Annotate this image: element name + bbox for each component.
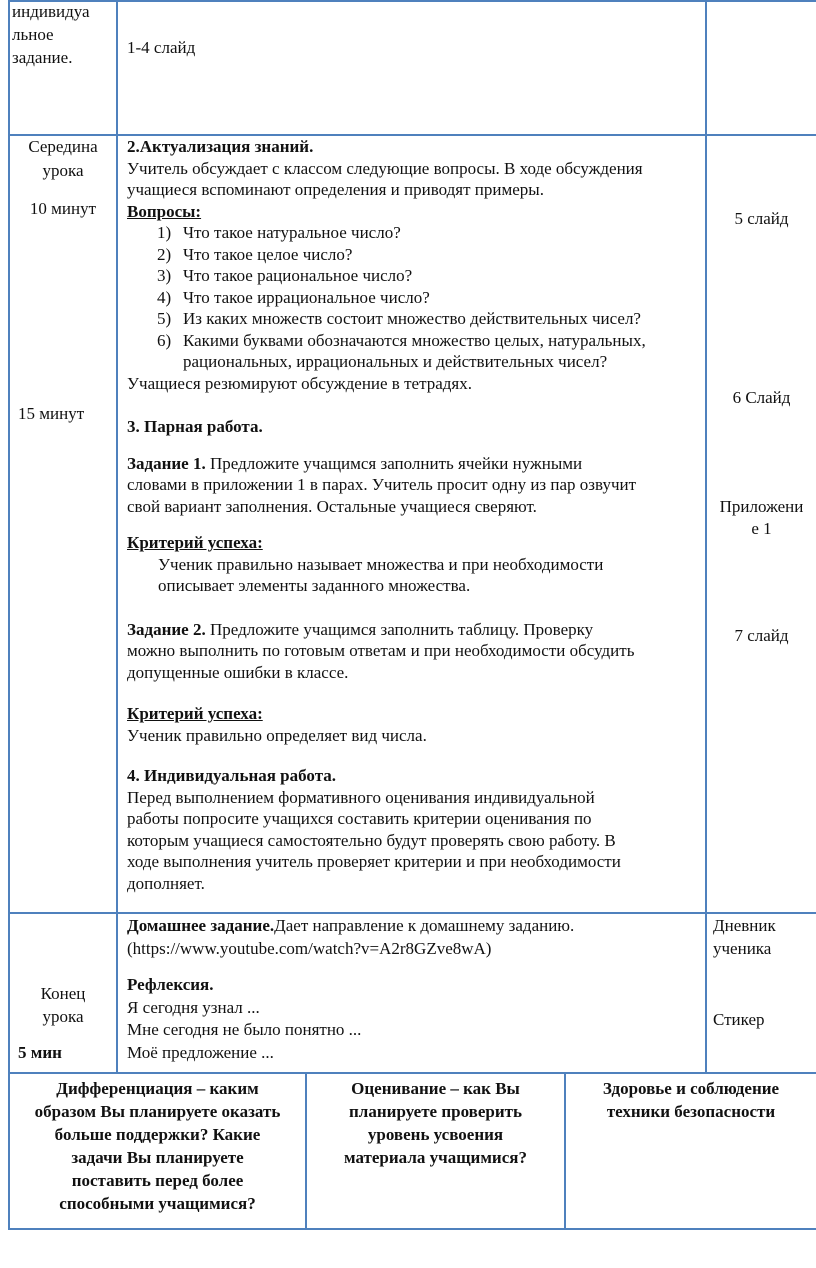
question-item bbox=[127, 330, 702, 352]
slide-ref: 7 слайд bbox=[734, 626, 789, 645]
header-line: техники безопасности bbox=[606, 1102, 776, 1121]
stage-label bbox=[10, 136, 116, 182]
homework bbox=[127, 914, 574, 960]
homework-link[interactable]: (https://www.youtube.com/watch?v=A2r8GZve8wA) bbox=[127, 939, 492, 958]
reflection-line: Моё предложение ... bbox=[127, 1043, 274, 1063]
question-text: Из каких множеств состоит множество действительных чисел? bbox=[183, 309, 641, 328]
diary-line: Дневник bbox=[713, 916, 776, 935]
slide-ref: 5 слайд bbox=[734, 209, 789, 228]
paragraph: допущенные ошибки в классе. bbox=[127, 662, 349, 682]
table-border bbox=[8, 1228, 816, 1230]
paragraph: Ученик правильно определяет вид числа. bbox=[127, 725, 427, 745]
stage-line: урока bbox=[42, 1007, 84, 1026]
section-title: 4. Индивидуальная работа. bbox=[127, 766, 336, 785]
question-item bbox=[127, 287, 702, 309]
paragraph: описывает элементы заданного множества. bbox=[158, 576, 471, 595]
header-line: больше поддержки? Какие bbox=[54, 1125, 261, 1144]
question-item bbox=[127, 244, 702, 266]
stage-line: Середина bbox=[28, 137, 98, 156]
time-label: 10 минут bbox=[29, 199, 97, 218]
paragraph: Учащиеся резюмируют обсуждение в тетрадях. bbox=[127, 373, 472, 393]
appendix-ref bbox=[707, 496, 816, 540]
question-text: Какими буквами обозначаются множество целых, натуральных, bbox=[183, 330, 646, 350]
question-number: 3) bbox=[157, 266, 172, 285]
homework-text: Дает направление к домашнему заданию. bbox=[274, 916, 575, 935]
question-number: 2) bbox=[157, 244, 172, 264]
paragraph: Ученик правильно называет множества и при необходимости bbox=[158, 554, 604, 574]
homework-label: Домашнее задание. bbox=[127, 916, 275, 935]
task-label: Задание 1. bbox=[127, 453, 206, 473]
header-line: способными учащимися? bbox=[59, 1194, 256, 1213]
paragraph: которым учащиеся самостоятельно будут проверять свою работу. В bbox=[127, 830, 616, 850]
question-text: Что такое целое число? bbox=[183, 244, 353, 264]
question-item bbox=[127, 265, 702, 287]
lesson-content bbox=[127, 136, 702, 894]
stage-line: урока bbox=[42, 161, 84, 180]
reflection-line: Я сегодня узнал ... bbox=[127, 997, 260, 1017]
question-number: 4) bbox=[157, 287, 172, 307]
criteria-label: Критерий успеха: bbox=[127, 533, 263, 552]
reflection bbox=[127, 974, 361, 1065]
question-text: Что такое рациональное число? bbox=[183, 266, 413, 285]
header-line: образом Вы планируете оказать bbox=[34, 1102, 281, 1121]
stage-label bbox=[10, 982, 116, 1028]
paragraph: словами в приложении 1 в парах. Учитель просит одну из пар озвучит bbox=[127, 475, 637, 494]
paragraph: дополняет. bbox=[127, 873, 205, 893]
paragraph: можно выполнить по готовым ответам и при необходимости обсудить bbox=[127, 641, 635, 660]
question-item bbox=[127, 308, 702, 330]
sticker-ref: Стикер bbox=[713, 1010, 765, 1029]
header-line: Оценивание – как Вы bbox=[351, 1079, 520, 1098]
header-line: уровень усвоения bbox=[367, 1125, 504, 1144]
table-border bbox=[8, 0, 816, 2]
paragraph: ходе выполнения учитель проверяет критерии и при необходимости bbox=[127, 852, 621, 871]
differentiation-header bbox=[10, 1077, 305, 1215]
row1-slides: 1-4 слайд bbox=[127, 38, 196, 57]
time-value: 5 мин bbox=[18, 1043, 62, 1062]
header-line: материала учащимися? bbox=[344, 1148, 527, 1167]
section-title: 3. Парная работа. bbox=[127, 417, 263, 436]
section-title: 2.Актуализация знаний. bbox=[127, 137, 314, 156]
health-safety-header bbox=[566, 1077, 816, 1123]
stage-line: Конец bbox=[40, 984, 86, 1003]
questions-label: Вопросы: bbox=[127, 201, 202, 221]
task-label: Задание 2. bbox=[127, 619, 206, 639]
question-text: Что такое натуральное число? bbox=[183, 223, 401, 242]
paragraph: свой вариант заполнения. Остальные учащиеся сверяют. bbox=[127, 496, 537, 516]
table-border bbox=[8, 1072, 816, 1074]
appendix-line: Приложени bbox=[719, 497, 804, 516]
question-text: Что такое иррациональное число? bbox=[183, 287, 430, 307]
paragraph: учащиеся вспоминают определения и приводят примеры. bbox=[127, 180, 544, 199]
question-number: 1) bbox=[157, 223, 172, 242]
criteria-label: Критерий успеха: bbox=[127, 704, 263, 723]
row1-left-line: индивидуа bbox=[12, 2, 90, 21]
question-number: 5) bbox=[157, 309, 172, 328]
paragraph: Предложите учащимся заполнить таблицу. Проверку bbox=[205, 619, 594, 639]
row1-left-line: льное bbox=[12, 25, 54, 44]
question-item bbox=[127, 351, 702, 373]
table-border bbox=[8, 0, 10, 1230]
header-line: Здоровье и соблюдение bbox=[602, 1079, 780, 1098]
slide-ref: 6 Слайд bbox=[732, 388, 791, 407]
question-text: рациональных, иррациональных и действительных чисел? bbox=[183, 352, 608, 371]
diary-ref bbox=[713, 914, 776, 960]
paragraph: Предложите учащимся заполнить ячейки нужными bbox=[205, 453, 583, 473]
paragraph: Перед выполнением формативного оценивания индивидуальной bbox=[127, 787, 595, 807]
time-label: 15 минут bbox=[18, 404, 85, 423]
question-number: 6) bbox=[157, 330, 172, 350]
reflection-line: Мне сегодня не было понятно ... bbox=[127, 1020, 362, 1040]
header-line: задачи Вы планируете bbox=[71, 1148, 244, 1167]
paragraph: Учитель обсуждает с классом следующие вопросы. В ходе обсуждения bbox=[127, 158, 643, 178]
time-label bbox=[18, 1042, 62, 1064]
appendix-line: е 1 bbox=[751, 519, 772, 538]
diary-line: ученика bbox=[713, 939, 772, 958]
question-item bbox=[127, 222, 702, 244]
header-line: планируете проверить bbox=[349, 1102, 522, 1121]
questions-list bbox=[127, 222, 702, 373]
header-line: Дифференциация – каким bbox=[56, 1079, 259, 1098]
header-line: поставить перед более bbox=[71, 1171, 244, 1190]
row1-left-line: задание. bbox=[12, 48, 73, 67]
assessment-header bbox=[307, 1077, 564, 1169]
reflection-label: Рефлексия. bbox=[127, 975, 214, 994]
paragraph: работы попросите учащихся составить критерии оценивания по bbox=[127, 809, 592, 828]
